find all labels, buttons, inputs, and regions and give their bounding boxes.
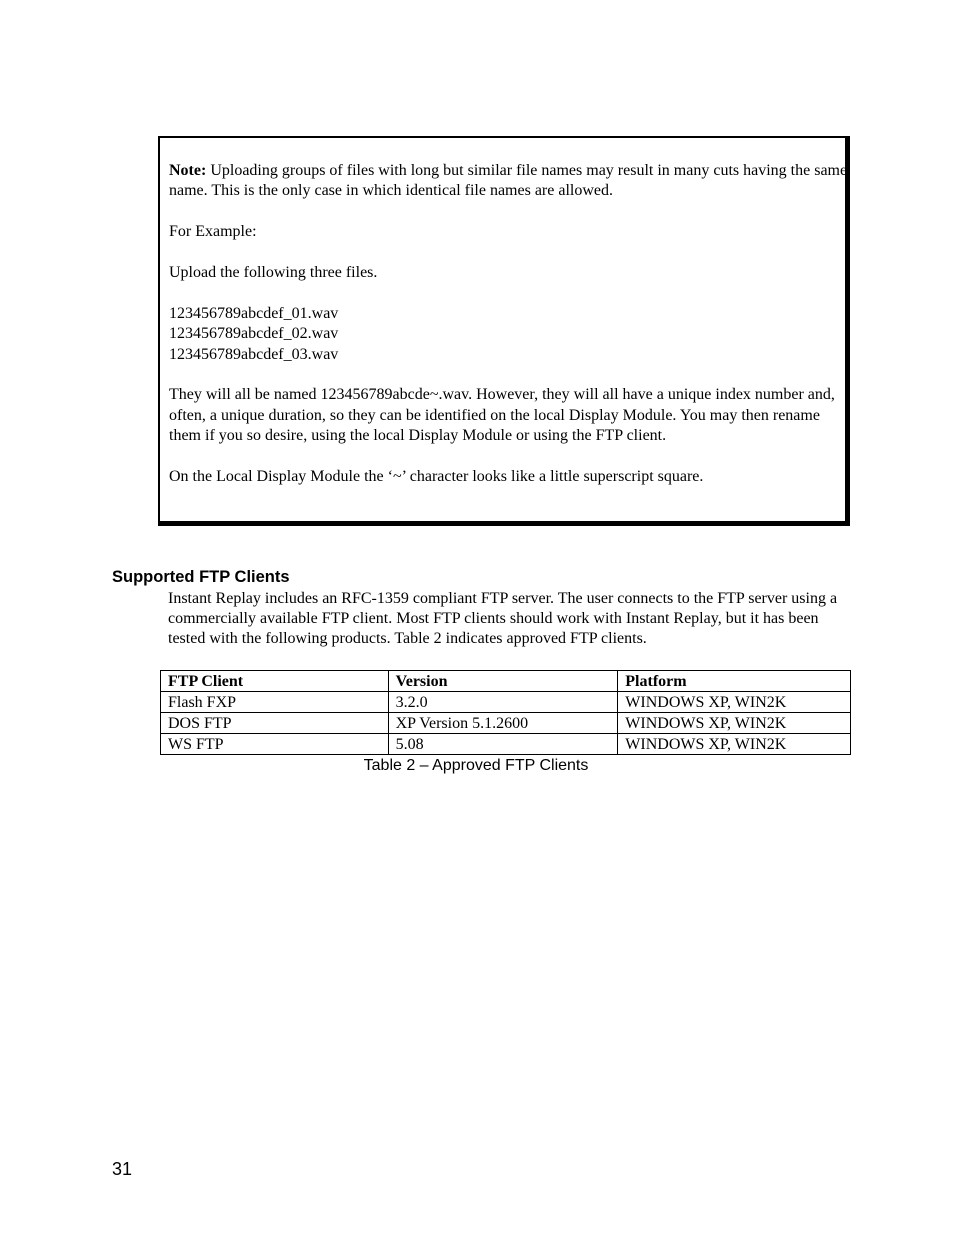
note-text: Uploading groups of files with long but similar file names may result in many cuts having the same name. This is the only case in which identical file names are allowed. [169,162,848,200]
ftp-clients-table [160,670,851,755]
section-heading: Supported FTP Clients [112,568,290,586]
file-name: 123456789abcdef_03.wav [169,345,339,363]
upload-line: Upload the following three files. [169,264,378,281]
file-name: 123456789abcdef_01.wav [169,304,339,322]
note-box [158,136,850,526]
file-list [169,304,849,365]
table-cell: XP Version 5.1.2600 [388,713,618,734]
table-row [161,692,851,713]
table-caption: Table 2 – Approved FTP Clients [363,757,589,774]
table-cell: WINDOWS XP, WIN2K [618,734,851,755]
table-cell: 5.08 [388,734,618,755]
column-header-ftp-client: FTP Client [161,671,389,692]
table-cell: WINDOWS XP, WIN2K [618,692,851,713]
table-cell: Flash FXP [161,692,389,713]
table-cell: 3.2.0 [388,692,618,713]
table-header-row [161,671,851,692]
table-cell: WINDOWS XP, WIN2K [618,713,851,734]
column-header-version: Version [388,671,618,692]
naming-paragraph: They will all be named 123456789abcde~.wav. However, they will all have a unique index number and, often, a unique duration, so they can be identified on the local Display Module. You may then rename them if you so desire, using the local Display Module or using the FTP client. [169,386,835,445]
table-cell: WS FTP [161,734,389,755]
column-header-platform: Platform [618,671,851,692]
tilde-paragraph: On the Local Display Module the ‘~’ character looks like a little superscript square. [169,468,704,486]
section-body: Instant Replay includes an RFC-1359 compliant FTP server. The user connects to the FTP server using a commercially available FTP client. Most FTP clients should work with Instant Replay, but it has been tested with the following products. Table 2 indicates approved FTP clients. [168,590,838,648]
table-row [161,713,851,734]
file-name: 123456789abcdef_02.wav [169,325,339,343]
table-row [161,734,851,755]
table-cell: DOS FTP [161,713,389,734]
page-number: 31 [112,1159,133,1179]
note-paragraph [169,161,849,202]
note-label: Note: [169,162,207,179]
example-intro: For Example: [169,223,257,241]
note-content [169,161,849,508]
